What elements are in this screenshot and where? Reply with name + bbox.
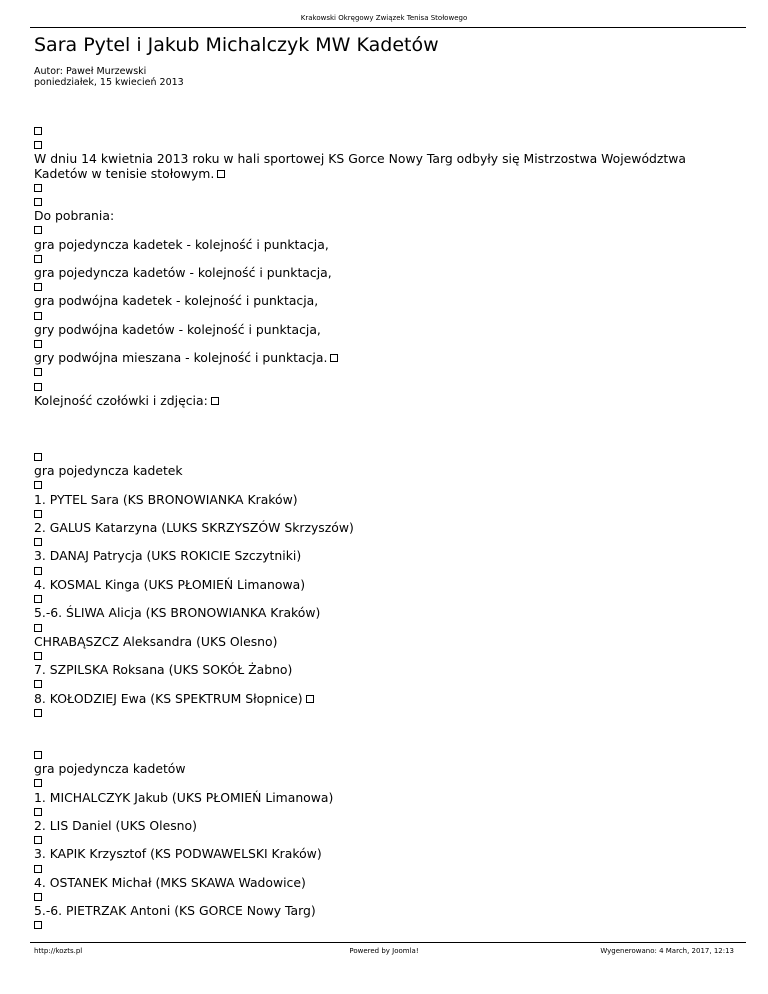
missing-glyph-box (34, 312, 42, 320)
list-item: 4. OSTANEK Michał (MKS SKAWA Wadowice) (34, 874, 306, 890)
intro-text: W dniu 14 kwietnia 2013 roku w hali sportowej KS Gorce Nowy Targ odbyły się Mistrzostwa Województwa (34, 151, 686, 167)
missing-glyph-box (34, 836, 42, 844)
missing-glyph-box (34, 340, 42, 348)
missing-glyph-box (34, 481, 42, 489)
missing-glyph-box (34, 652, 42, 660)
ranking-label: Kolejność czołówki i zdjęcia: (34, 392, 208, 408)
missing-glyph-box (34, 567, 42, 575)
download-link-4[interactable]: gry podwójna kadetów - kolejność i punktacja, (34, 321, 321, 337)
boys-heading: gra pojedyncza kadetów (34, 761, 186, 777)
missing-glyph-box (330, 354, 338, 362)
list-item: 2. LIS Daniel (UKS Olesno) (34, 817, 197, 833)
missing-glyph-box (34, 510, 42, 518)
download-link-1[interactable]: gra pojedyncza kadetek - kolejność i punktacja, (34, 236, 329, 252)
missing-glyph-box (34, 226, 42, 234)
missing-glyph-box (34, 808, 42, 816)
list-item: 7. SZPILSKA Roksana (UKS SOKÓŁ Żabno) (34, 662, 293, 678)
missing-glyph-box (34, 198, 42, 206)
missing-glyph-box (34, 127, 42, 135)
missing-glyph-box (34, 184, 42, 192)
footer-generated-date: Wygenerowano: 4 March, 2017, 12:13 (600, 947, 734, 955)
missing-glyph-box (34, 779, 42, 787)
missing-glyph-box (217, 170, 225, 178)
missing-glyph-box (34, 383, 42, 391)
list-item: 4. KOSMAL Kinga (UKS PŁOMIEŃ Limanowa) (34, 576, 306, 592)
list-item: 5.-6. ŚLIWA Alicja (KS BRONOWIANKA Kraków) (34, 605, 321, 621)
download-link-5[interactable]: gry podwójna mieszana - kolejność i punktacja. (34, 350, 328, 366)
missing-glyph-box (34, 865, 42, 873)
missing-glyph-box (34, 680, 42, 688)
footer-powered-by: Powered by Joomla! (349, 947, 419, 955)
missing-glyph-box (211, 397, 219, 405)
list-item: CHRABĄSZCZ Aleksandra (UKS Olesno) (34, 633, 278, 649)
intro-text-cont: Kadetów w tenisie stołowym. (34, 165, 215, 181)
missing-glyph-box (34, 453, 42, 461)
missing-glyph-box (34, 751, 42, 759)
article-body (34, 124, 734, 933)
list-item: 3. KAPIK Krzysztof (KS PODWAWELSKI Kraków) (34, 846, 322, 862)
missing-glyph-box (34, 283, 42, 291)
missing-glyph-box (306, 695, 314, 703)
girls-heading: gra pojedyncza kadetek (34, 463, 183, 479)
site-name: Krakowski Okręgowy Związek Tenisa Stołowego (300, 14, 468, 22)
missing-glyph-box (34, 709, 42, 717)
footer-divider (30, 942, 746, 943)
list-item: 2. GALUS Katarzyna (LUKS SKRZYSZÓW Skrzyszów) (34, 520, 354, 536)
missing-glyph-box (34, 538, 42, 546)
list-item: 8. KOŁODZIEJ Ewa (KS SPEKTRUM Słopnice) (34, 690, 303, 706)
missing-glyph-box (34, 368, 42, 376)
article-meta (34, 66, 184, 88)
list-item: 3. DANAJ Patrycja (UKS ROKICIE Szczytniki) (34, 548, 302, 564)
missing-glyph-box (34, 624, 42, 632)
missing-glyph-box (34, 893, 42, 901)
downloads-label: Do pobrania: (34, 208, 115, 224)
missing-glyph-box (34, 255, 42, 263)
footer-url-link[interactable]: http://kozts.pl (34, 947, 83, 955)
list-item: 5.-6. PIETRZAK Antoni (KS GORCE Nowy Targ) (34, 903, 316, 919)
missing-glyph-box (34, 921, 42, 929)
author-line: Autor: Paweł Murzewski (34, 66, 147, 77)
header-divider (30, 27, 746, 28)
list-item: 1. PYTEL Sara (KS BRONOWIANKA Kraków) (34, 491, 298, 507)
missing-glyph-box (34, 595, 42, 603)
article-title: Sara Pytel i Jakub Michalczyk MW Kadetów (34, 34, 439, 56)
date-line: poniedziałek, 15 kwiecień 2013 (34, 77, 184, 88)
download-link-2[interactable]: gra pojedyncza kadetów - kolejność i punktacja, (34, 265, 332, 281)
missing-glyph-box (34, 141, 42, 149)
download-link-3[interactable]: gra podwójna kadetek - kolejność i punktacja, (34, 293, 319, 309)
list-item: 1. MICHALCZYK Jakub (UKS PŁOMIEŃ Limanowa) (34, 789, 334, 805)
